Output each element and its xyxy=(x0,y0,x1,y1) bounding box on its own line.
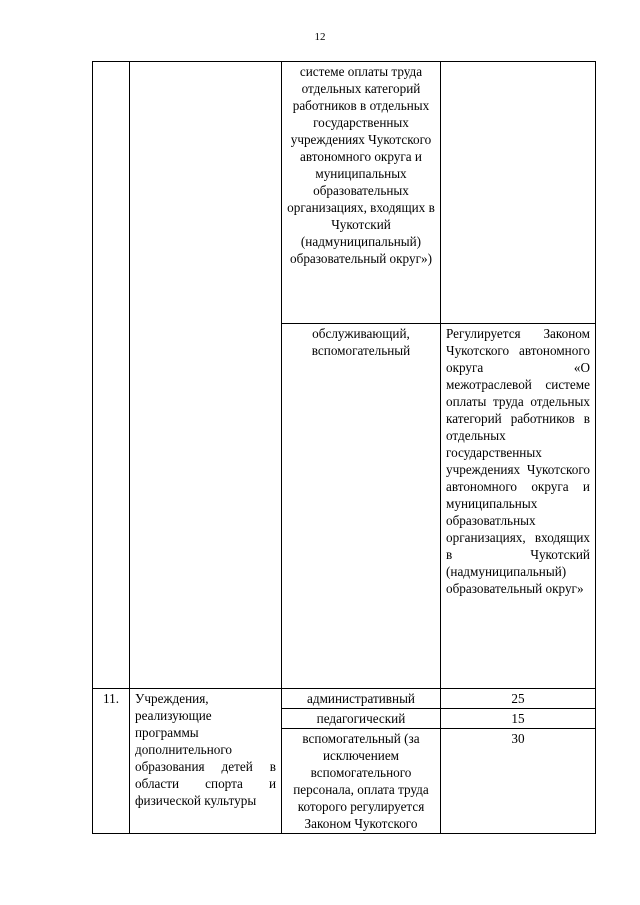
value-cell xyxy=(441,62,596,324)
table-row xyxy=(93,689,596,709)
value-text: Регулируется Законом Чукотского автономного округа «О межотраслевой системе оплаты труда отдельных категорий работников в отдельных государственных учреждениях Чукотского автономного округа и муниципальных образоватльных организациях, входящих в Чукотский (надмуниципальный) образовательный округ» xyxy=(446,326,590,596)
category-text: педагогический xyxy=(316,711,406,726)
value-cell xyxy=(441,689,596,709)
value-cell xyxy=(441,709,596,729)
institution-cell xyxy=(130,62,282,689)
value-cell xyxy=(441,729,596,834)
category-text: вспомогательный (за исключением вспомогательного персонала, оплата труда которого регулируется Законом Чукотского xyxy=(293,731,429,831)
category-cell xyxy=(282,729,441,834)
institution-text: Учреждения, реализующие программы дополнительного образования детей в области спорта и физической культуры xyxy=(135,691,276,808)
value-cell xyxy=(441,324,596,689)
number-cell xyxy=(93,689,130,834)
category-cell xyxy=(282,62,441,324)
category-cell xyxy=(282,324,441,689)
page-number: 12 xyxy=(314,31,326,43)
value-text: 30 xyxy=(511,731,525,746)
category-text: обслуживающий, вспомогательный xyxy=(311,326,411,358)
category-cell xyxy=(282,689,441,709)
category-cell xyxy=(282,709,441,729)
value-text: 25 xyxy=(511,691,525,706)
category-text: системе оплаты труда отдельных категорий работников в отдельных государственных учреждениях Чукотского автономного округа и муниципальных образовательных организациях, входящих в Чукотский (надмуниципальный) образовательный округ») xyxy=(287,64,435,266)
staff-category-table xyxy=(92,61,596,834)
institution-cell xyxy=(130,689,282,834)
number-cell xyxy=(93,62,130,689)
row-number: 11. xyxy=(103,691,119,706)
table-row xyxy=(93,62,596,324)
category-text: административный xyxy=(307,691,415,706)
value-text: 15 xyxy=(511,711,525,726)
